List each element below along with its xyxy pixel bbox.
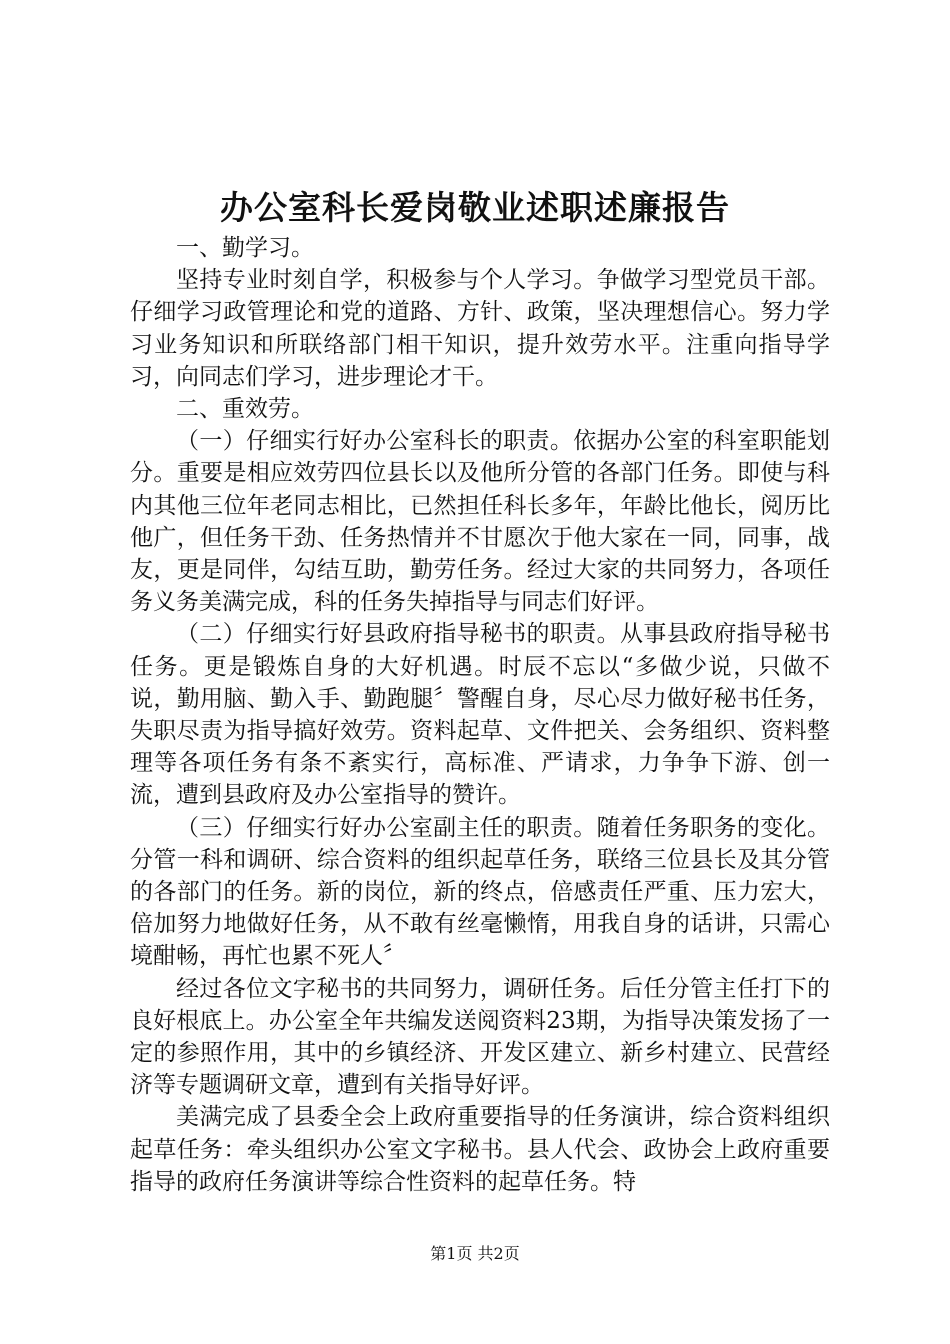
paragraph-service-2: （二）仔细实行好县政府指导秘书的职责。从事县政府指导秘书任务。更是锻炼自身的大好机遇。时辰不忘以“多做少说，只做不说，勤用脑、勤入手、勤跑腿〞警醒自身，尽心尽力做好秘书任务，失职尽责为指导搞好效劳。资料起草、文件把关、会务组织、资料整理等各项任务有条不紊实行，高标准、严请求，力争争下游、创一流，遭到县政府及办公室指导的赞许。 (130, 621, 830, 809)
document-title: 办公室科长爱岗敬业述职述廉报告 (220, 188, 730, 227)
paragraph-research: 经过各位文字秘书的共同努力，调研任务。后任分管主任打下的良好根底上。办公室全年共编发送阅资料23期，为指导决策发扬了一定的参照作用，其中的乡镇经济、开发区建立、新乡村建立、民营经济等专题调研文章，遭到有关指导好评。 (130, 975, 830, 1099)
section-heading-study: 一、勤学习。 (176, 235, 314, 261)
section-heading-service: 二、重效劳。 (176, 396, 314, 423)
paragraph-drafting: 美满完成了县委全会上政府重要指导的任务演讲，综合资料组织起草任务：牵头组织办公室文字秘书。县人代会、政协会上政府重要指导的政府任务演讲等综合性资料的起草任务。特 (130, 1104, 830, 1195)
document-body (130, 232, 830, 1198)
paragraph-service-1: （一）仔细实行好办公室科长的职责。依据办公室的科室职能划分。重要是相应效劳四位县长以及他所分管的各部门任务。即使与科内其他三位年老同志相比，已然担任科长多年，年龄比他长，阅历比他广，但任务干劲、任务热情并不甘愿次于他大家在一同，同事，战友，更是同伴，勾结互助，勤劳任务。经过大家的共同努力，各项任务义务美满完成，科的任务失掉指导与同志们好评。 (130, 428, 830, 616)
paragraph-service-3: （三）仔细实行好办公室副主任的职责。随着任务职务的变化。分管一科和调研、综合资料的组织起草任务，联络三位县长及其分管的各部门的任务。新的岗位，新的终点，倍感责任严重、压力宏大，倍加努力地做好任务，从不敢有丝毫懒惰，用我自身的话讲，只需心境酣畅，再忙也累不死人〞 (130, 814, 830, 970)
paragraph-study: 坚持专业时刻自学，积极参与个人学习。争做学习型党员干部。仔细学习政管理论和党的道路、方针、政策，坚决理想信心。努力学习业务知识和所联络部门相干知识，提升效劳水平。注重向指导学习，向同志们学习，进步理论才干。 (130, 267, 830, 390)
page-footer: 第1页 共2页 (430, 1244, 520, 1263)
